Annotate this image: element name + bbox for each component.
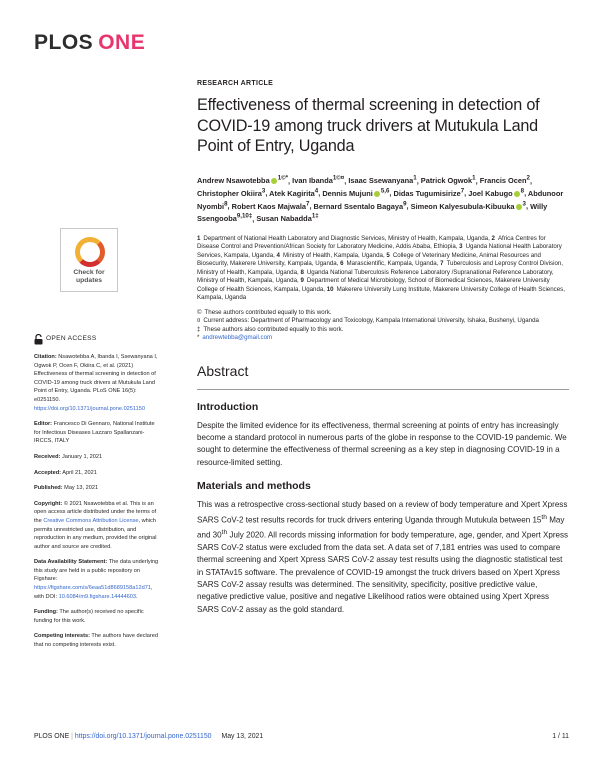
funding-block: [34, 608, 162, 625]
affiliations: [197, 235, 569, 303]
license-link[interactable]: Creative Commons Attribution License: [43, 517, 139, 524]
abstract-heading: Abstract: [197, 362, 249, 379]
article-content: [197, 80, 569, 616]
footer-doi-link[interactable]: https://doi.org/10.1371/journal.pone.0251150: [74, 733, 212, 740]
email-link[interactable]: andrewtebba@gmail.com: [202, 334, 273, 342]
affiliation-number: 7: [440, 260, 444, 268]
author-name: Isaac Ssewanyana: [348, 175, 414, 185]
accepted-label: Accepted:: [34, 469, 62, 476]
affiliation-number: 5: [386, 251, 390, 259]
author[interactable]: [480, 176, 530, 185]
methods-text-a: This was a retrospective cross-sectional study based on a review of body temperature and Xpert Xpress SARS CoV-2 test results records for truck drivers entering Uganda through Mutukula between 15: [197, 500, 568, 525]
methods-text: [197, 499, 569, 616]
author[interactable]: [314, 202, 407, 211]
note-symbol: ‡: [197, 325, 201, 333]
figshare-doi-link[interactable]: 10.6084/m9.figshare.14444603: [58, 593, 137, 600]
affiliation-number: 6: [340, 260, 344, 268]
received-label: Received:: [34, 453, 61, 460]
affiliation: [340, 260, 438, 267]
copyright-text-a: © 2021 Nsawotebba et al. This is an open access article distributed under the terms of the: [34, 500, 157, 524]
author-name: Ivan Ibanda: [292, 175, 333, 185]
data-availability-text-b: , with DOI:: [34, 585, 153, 600]
funding-text: The author(s) received no specific funding for this work.: [34, 609, 144, 624]
methods-heading: Materials and methods: [197, 480, 311, 493]
author-name: Joel Kabugo: [468, 188, 513, 198]
affiliation-number: 2: [491, 234, 495, 242]
competing-interests-block: [34, 632, 162, 649]
affiliation-text: Makerere University Lung Institute, Makerere University College of Health Sciences, Kampala, Uganda: [197, 285, 565, 302]
funding-label: Funding:: [34, 609, 58, 616]
data-availability-label: Data Availability Statement:: [34, 559, 108, 566]
copyright-label: Copyright:: [34, 500, 63, 507]
accepted-date: April 21, 2021: [62, 469, 97, 476]
methods-sup-2: th: [221, 528, 228, 536]
author-name: Willy Ssengooba: [197, 201, 548, 224]
author[interactable]: [411, 202, 526, 211]
affiliation-number: 9: [300, 277, 304, 285]
article-type: RESEARCH ARTICLE: [197, 80, 274, 87]
data-availability-block: [34, 558, 162, 601]
article-title: Effectiveness of thermal screening in detection of COVID-19 among truck drivers at Mutukula Land Point of Entry, Uganda: [197, 96, 540, 155]
note-symbol: ¤: [197, 317, 201, 325]
author[interactable]: [269, 189, 318, 198]
citation-doi-link[interactable]: https://doi.org/10.1371/journal.pone.0251150: [34, 405, 145, 412]
footer-page-number: 1 / 11: [552, 733, 569, 740]
author[interactable]: [468, 189, 524, 198]
author-name: Patrick Ogwok: [420, 175, 473, 185]
figshare-link[interactable]: https://figshare.com/s/6eaa51d8689158a12d71: [34, 585, 151, 592]
affiliation-number: 4: [276, 251, 280, 259]
author-note: [197, 326, 569, 335]
author[interactable]: [394, 189, 465, 198]
citation-block: [34, 353, 162, 413]
note-symbol: ©: [197, 308, 202, 316]
author-affiliation-sup: 5,6: [380, 187, 390, 195]
badge-line2: updates: [75, 277, 103, 284]
data-availability-text-a: The data underlying this study are held in a public repository on Figshare:: [34, 559, 159, 583]
abstract-divider: [197, 389, 569, 390]
author-affiliation-sup: 7: [460, 187, 465, 195]
author[interactable]: [232, 202, 310, 211]
orcid-icon[interactable]: [514, 191, 520, 197]
journal-logo[interactable]: [34, 31, 145, 55]
author[interactable]: [292, 176, 344, 185]
affiliation-text: Tuberculosis and Leprosy Control Division, Ministry of Health, Kampala, Uganda,: [197, 260, 564, 276]
author-note: [197, 317, 569, 326]
author[interactable]: [197, 176, 288, 185]
editor-label: Editor:: [34, 421, 53, 428]
methods-text-b: May and 30: [197, 515, 565, 540]
open-lock-icon: [34, 334, 43, 345]
author-affiliation-sup: 1: [472, 174, 476, 182]
author-name: Dennis Mujuni: [322, 188, 373, 198]
methods-text-c: July 2020. All records missing information for body temperature, age, gender, and Xpert Xpress SARS CoV-2 status were excluded from the data set. A data set of 7,181 entries was used to compare thermal screening and Xpert Xpress SARS CoV-2 assay test results using the diagnostic statistical test in STATAv15 software. The prevalence of COVID-19 amongst the truck drivers based on Xpert Xpress SARS CoV-2 assay results was determined. The sensitivity, specificity, positive predictive value, negative predictive value, positive and negative Likelihood ratios were obtained using Xpert Xpress SARS CoV-2 assay as the gold standard.: [197, 530, 569, 614]
affiliation-number: 8: [300, 268, 304, 276]
affiliation-text: Department of Medical Microbiology, School of Biomedical Sciences, Makerere University College of Health Sciences, Kampala, Uganda,: [197, 277, 550, 293]
author-name: Francis Ocen: [479, 175, 527, 185]
affiliation-text: College of Veterinary Medicine, Animal Resources and Biosecurity, Makerere University, Kampala, Uganda,: [197, 251, 541, 268]
note-text: These authors contributed equally to this work.: [204, 308, 332, 316]
author-affiliation-sup: 8: [520, 187, 525, 195]
editor-text: Francesco Di Gennaro, National Institute for Infectious Diseases Lazzaro Spallanzani-IRCCS, ITALY: [34, 421, 155, 445]
corresponding-email: [197, 334, 569, 343]
competing-interests-label: Competing interests:: [34, 633, 90, 640]
open-access-text: OPEN ACCESS: [46, 335, 97, 343]
author-affiliation-sup: 1©*: [277, 174, 289, 182]
author-affiliation-sup: 1: [413, 174, 417, 182]
author-affiliation-sup: 4: [314, 187, 319, 195]
author-affiliation-sup: 3: [261, 187, 266, 195]
received-date: January 1, 2021: [62, 453, 103, 460]
author-name: Didas Tugumisirize: [393, 188, 461, 198]
footer-separator: |: [71, 733, 73, 740]
check-updates-icon: [75, 237, 105, 267]
author-name: Christopher Okiira: [197, 188, 262, 198]
affiliation-text: Uganda National Tuberculosis Reference Laboratory /Supranational Reference Laboratory, Ministry of Health, Kampala, Uganda,: [197, 268, 554, 285]
author[interactable]: [256, 214, 318, 223]
introduction-text: Despite the limited evidence for its effectiveness, thermal screening at points of entry has increasingly become a standard protocol in numerous parts of the globe in response to the COVID-19 pandemic. We sought to determine the effectiveness of thermal screening as a key step in diagnosing COVID-19 in a resource-limited setting.: [197, 420, 567, 467]
affiliation-number: 10: [326, 285, 334, 293]
logo-plos: PLOS: [34, 31, 94, 54]
affiliation-text: Africa Centres for Disease Control and Prevention/African Society for Laboratory Medicine, Addis Ababa, Ethiopia,: [197, 234, 546, 251]
author-affiliation-sup: 3: [522, 200, 526, 208]
badge-text: [61, 269, 117, 285]
email-symbol: *: [197, 334, 200, 342]
author-affiliation-sup: 9,10‡: [236, 212, 253, 220]
affiliation-text: Marascientific, Kampala, Uganda,: [346, 260, 439, 268]
note-text: These authors also contributed equally to this work.: [203, 325, 344, 333]
data-availability-text-c: .: [136, 593, 138, 600]
copyright-text-b: , which permits unrestricted use, distribution, and reproduction in any medium, provided the original author and source are credited.: [34, 517, 157, 550]
check-for-updates-badge[interactable]: [60, 228, 118, 292]
author-name: Susan Nabadda: [256, 214, 312, 224]
introduction-heading: Introduction: [197, 400, 259, 413]
author[interactable]: [322, 189, 389, 198]
author-affiliation-sup: 1©¤: [332, 174, 345, 182]
author-notes: [197, 309, 569, 343]
footer-date: May 13, 2021: [221, 733, 264, 740]
affiliation-text: Ministry of Health, Kampala, Uganda,: [282, 251, 385, 259]
author-name: Abdunoor Nyombi: [197, 188, 564, 211]
footer-journal: PLOS ONE: [34, 733, 70, 740]
affiliation: [197, 235, 490, 242]
open-access-label: [34, 334, 162, 345]
author-affiliation-sup: 9: [403, 200, 407, 208]
published-label: Published:: [34, 485, 63, 492]
received-block: [34, 453, 162, 462]
citation-label: Citation:: [34, 354, 57, 360]
note-text: Current address: Department of Pharmacology and Toxicology, Kampala International University, Ishaka, Bushenyi, Uganda: [203, 317, 539, 325]
author-name: Simeon Kalyesubula-Kibuuka: [410, 201, 515, 211]
editor-block: [34, 420, 162, 446]
author-name: Atek Kagirita: [269, 188, 315, 198]
author-affiliation-sup: 1‡: [311, 212, 319, 220]
author[interactable]: [197, 189, 265, 198]
affiliation-text: Uganda National Health Laboratory Services, Kampala, Uganda,: [197, 243, 562, 259]
footer-left: [34, 733, 263, 740]
author-name: Andrew Nsawotebba: [197, 175, 270, 185]
orcid-icon[interactable]: [516, 204, 522, 210]
citation-text: Nsawotebba A, Ibanda I, Ssewanyana I, Ogwok P, Ocen F, Okiira C, et al. (2021) Effectiveness of thermal screening in detection of COVID-19 among truck drivers at Mutukula Land Point of Entry, Uganda. PLoS ONE 16(5): e0251150.: [34, 354, 158, 403]
author-affiliation-sup: 2: [526, 174, 530, 182]
affiliation-text: Department of National Health Laboratory and Diagnostic Services, Ministry of Health, Kampala, Uganda,: [203, 234, 490, 242]
author-name: Robert Kaos Majwala: [231, 201, 306, 211]
orcid-icon[interactable]: [374, 191, 380, 197]
copyright-block: [34, 500, 162, 552]
author-note: [197, 309, 569, 318]
published-block: [34, 484, 162, 493]
competing-interests-text: The authors have declared that no competing interests exist.: [34, 633, 158, 649]
author-affiliation-sup: 7: [306, 200, 310, 208]
methods-sup-1: th: [541, 513, 547, 521]
logo-one: ONE: [98, 31, 146, 54]
author[interactable]: [421, 176, 476, 185]
author[interactable]: [348, 176, 416, 185]
affiliation-number: 1: [197, 234, 201, 242]
author-list: Andrew Nsawotebba $^{1©*}$, Ivan Ibanda$^{1©¤}$, Isaac Ssewanyana$^1$, Patrick Ogwok$^1$, Francis Ocen$^2$, Christopher Okiira$^3$, Atek Kagirita$^4$, Dennis Mujuni $^{5,6}$, Didas Tugumisirize$^7$, Joel Kabugo $^8$, Abdunoor Nyombi$^8$, Robert Kaos Majwala$^7$, Bernard Ssentalo Bagaya$^9$, Simeon Kalyesubula-Kibuuka $^3$, Willy Ssengooba$^{9,10\ddagger}$, Susan Nabadda$^{1\ddagger}$: [197, 174, 564, 224]
article-info-sidebar: [34, 334, 162, 657]
author-affiliation-sup: 8: [224, 200, 228, 208]
published-date: May 13, 2021: [64, 485, 99, 492]
affiliation: [277, 252, 385, 259]
author-name: Bernard Ssentalo Bagaya: [313, 201, 404, 211]
badge-line1: Check for: [73, 269, 105, 276]
accepted-block: [34, 469, 162, 478]
affiliation-number: 3: [459, 243, 463, 251]
orcid-icon[interactable]: [271, 178, 277, 184]
